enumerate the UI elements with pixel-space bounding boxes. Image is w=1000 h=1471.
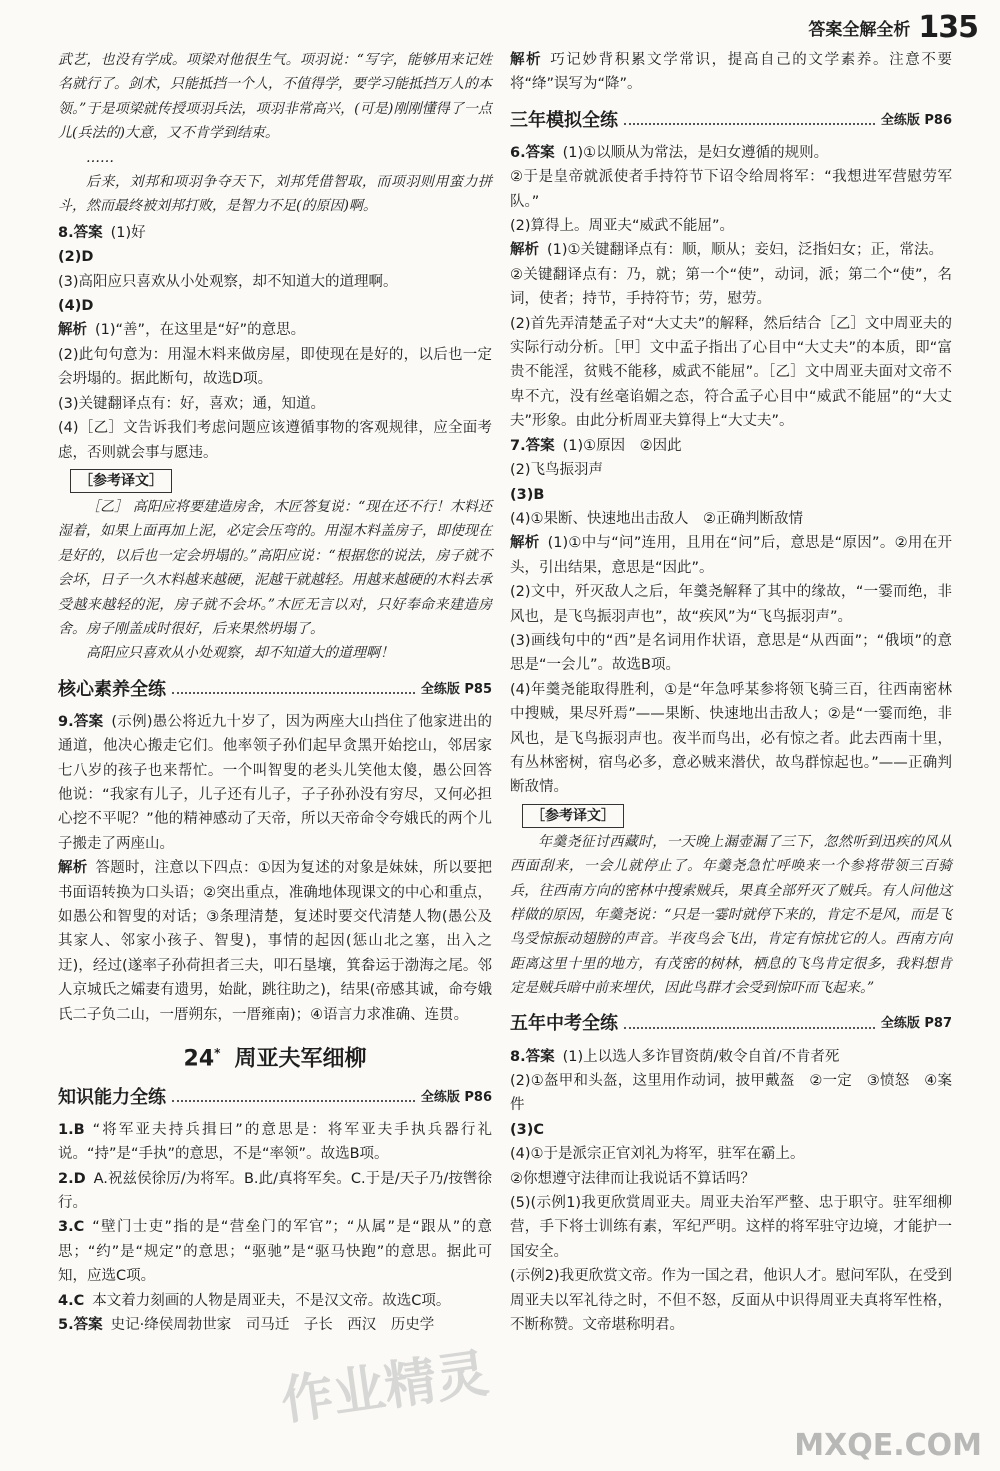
analysis-text: 答题时，注意以下四点：①因为复述的对象是妹妹，所以要把书面语转换为口头语；②突出重点，准确地体现课文的中心和重点，如愚公和智叟的对话；③条理清楚，复述时要交代清楚人物(愚公及其家人、邻家小孩子、智叟)，事情的起因(惩山北之塞，出入之迂)，经过(遂率子孙荷担者三夫，叩石垦壤，箕畚运于渤海之尾。邻人京城氏之孀妻有遗男，始龀，跳往助之)，结果(帝感其诚，命夸娥氏二子负二山，一厝朔东，一厝雍南)；④语言力求准确、连贯。	[58, 860, 492, 1023]
left-column	[58, 48, 492, 1337]
watermark-center: 作业精灵	[277, 1343, 492, 1433]
answer-label: 8.答案	[58, 224, 103, 241]
section-page-ref: 全练版 P87	[880, 1016, 952, 1032]
section-five-year	[510, 1011, 952, 1039]
analysis-text: 巧记妙背积累文学常识，提高自己的文学素养。注意不要将“绛”误写为“降”。	[510, 52, 953, 93]
answer-line: (1)①以顺从为常法，是妇女遵循的规则。	[562, 144, 829, 161]
analysis-line: (1)“善”，在这里是“好”的意思。	[95, 322, 306, 339]
q9-answer	[58, 710, 492, 1027]
answer-line: (1)上以选人多诈冒资荫/敕令自首/不肯者死	[562, 1048, 840, 1065]
answer-label: 3.C	[58, 1219, 85, 1236]
analysis-line: (4)年羹尧能取得胜利，①是“年急呼某参将领飞骑三百，往西南密林中搜贼，果尽歼焉”——果断、快速地出击敌人；②是“一霎而绝，非风也，是飞鸟振羽声也。夜半而鸟出，必有惊之者。此去西南十里，有丛林密树，宿鸟必多，意必贼来潜伏，故鸟群惊起也。”——正确判断敌情。	[510, 681, 952, 796]
analysis-label: 解析	[58, 860, 88, 877]
answer-line: (3)高阳应只喜欢从小处观察，却不知道大的道理啊。	[58, 273, 398, 290]
section-title: 核心素养全练	[58, 678, 166, 700]
answer-line: (2)①盔甲和头盔，这里用作动词，披甲戴盔 ②一定 ③愤怒 ④案件	[510, 1073, 952, 1114]
lesson-title	[58, 1041, 492, 1072]
answer-label: 9.答案	[58, 713, 104, 730]
section-page-ref: 全练版 P86	[420, 1089, 492, 1105]
watermark-bottom-right: MXQE.COM	[794, 1428, 982, 1463]
analysis-label: 解析	[510, 52, 543, 68]
reference-translation: 高阳应只喜欢从小处观察，却不知道大的道理啊！	[86, 645, 394, 662]
answer-line: (4)①于是派宗正官刘礼为将军，驻军在霸上。	[510, 1146, 805, 1163]
leader-dots	[624, 1027, 875, 1029]
analysis-line: (4)［乙］文告诉我们考虑问题应该遵循事物的客观规律，应全面考虑，否则就会事与愿违。	[58, 420, 492, 461]
section-knowledge	[58, 1084, 492, 1112]
section-three-year	[510, 107, 952, 135]
reference-translation: ［乙］ 高阳应将要建造房舍，木匠答复说：“现在还不行！木料还湿着，如果上面再加上泥，必定会压弯的。用湿木料盖房子，即使现在是好的，以后也一定会坍塌的。”高阳应说：“根据您的说法，房子就不会坏，日子一久木料越来越硬，泥越干就越轻。用越来越硬的木料去承受越来越轻的泥，房子就不会坏。”木匠无言以对，只好奉命来建造房舍。房子刚盖成时很好，后来果然坍塌了。	[58, 498, 492, 637]
analysis-line: (3)关键翻译点有：好，喜欢；通，知道。	[58, 395, 326, 412]
answer-text: “将军亚夫持兵揖曰”的意思是：将军亚夫手执兵器行礼说。“持”是“手执”的意思，不是“率领”。故选B项。	[58, 1121, 492, 1163]
header-title: 答案全解全析	[808, 20, 911, 40]
answer-line: (示例2)我更欣赏文帝。作为一国之君，他识人才。慰问军队，在受到周亚夫以军礼待之时，不但不怒，反面从中识得周亚夫真将军性格，不断称赞。文帝堪称明君。	[510, 1268, 952, 1334]
page-header	[808, 10, 978, 45]
lesson-star: *	[214, 1046, 221, 1061]
section-page-ref: 全练版 P86	[880, 112, 952, 128]
ellipsis: ……	[86, 149, 114, 166]
q6-answer	[510, 141, 952, 434]
analysis-label: 解析	[510, 535, 540, 552]
answer-line: (3)B	[510, 486, 545, 503]
lesson-name: 周亚夫军细柳	[234, 1046, 367, 1072]
section-page-ref: 全练版 P85	[420, 681, 492, 697]
answer-label: 5.答案	[58, 1317, 103, 1334]
answer-line: (1)好	[110, 224, 146, 241]
reference-translation-label: ［参考译文］	[70, 469, 172, 493]
translation-para: 武艺，也没有学成。项梁对他很生气。项羽说：“写字，能够用来记姓名就行了。剑术，只能抵挡一个人，不值得学，要学习能抵挡万人的本领。”于是项梁就传授项羽兵法，项羽非常高兴，(可是)刚刚懂得了一点儿(兵法的)大意，又不肯学到结束。	[58, 52, 492, 142]
q8-answer	[58, 221, 492, 666]
section-title: 五年中考全练	[510, 1013, 618, 1035]
right-column	[510, 48, 952, 1338]
answer-line: ②于是皇帝就派使者手持符节下诏令给周将军：“我想进军营慰劳军队。”	[510, 169, 952, 210]
answer-label: 7.答案	[510, 437, 555, 454]
analysis-line: (1)①中与“问”连用，且用在“问”后，意思是“原因”。②用在开头，引出结果，意思是“因此”。	[510, 535, 953, 576]
analysis-line: (2)此句句意为：用湿木料来做房屋，即使现在是好的，以后也一定会坍塌的。据此断句，故选D项。	[58, 346, 492, 388]
leader-dots	[172, 1100, 415, 1102]
analysis-line: (2)首先弄清楚孟子对“大丈夫”的解释，然后结合［乙］文中周亚夫的实际行动分析。［甲］文中孟子指出了心目中“大丈夫”的本质，即“富贵不能淫，贫贱不能移，威武不能屈”。［乙］文中周亚夫面对文帝不卑不亢，没有丝毫谄媚之态，符合孟子心目中“威武不能屈”的“大丈夫”形象。由此分析周亚夫算得上“大丈夫”。	[510, 315, 952, 430]
reference-translation-label: ［参考译文］	[522, 804, 624, 828]
leader-dots	[172, 692, 415, 694]
analysis-label: 解析	[58, 322, 87, 339]
answer-line: (4)D	[58, 298, 94, 315]
answer-label: 4.C	[58, 1292, 85, 1309]
page-number: 135	[918, 10, 978, 45]
answer-text: 本文着力刻画的人物是周亚夫，不是汉文帝。故选C项。	[92, 1292, 451, 1309]
leader-dots	[624, 123, 875, 125]
answer-text: (示例)愚公将近九十岁了，因为两座大山挡住了他家进出的通道，他决心搬走它们。他率领子孙们起早贪黑开始挖山，邻居家七八岁的孩子也来帮忙。一个叫智叟的老头儿笑他太傻，愚公回答他说：“我家有儿子，儿子还有儿子，子子孙孙没有穷尽，又何必担心挖不平呢？”他的精神感动了天帝，所以天帝命令夸娥氏的两个儿子搬走了两座山。	[58, 713, 492, 852]
section-title: 三年模拟全练	[510, 109, 618, 131]
analysis-line: ②关键翻译点有：乃，就；第一个“使”，动词，派；第二个“使”，名词，使者；持节，手持符节；劳，慰劳。	[510, 266, 952, 308]
answer-label: 8.答案	[510, 1048, 555, 1065]
answer-text: A.祝兹侯徐厉/为将军。B.此/真将军矣。C.于是/天子乃/按辔徐行。	[58, 1170, 492, 1211]
analysis-line: (1)①关键翻译点有：顺，顺从；妾妇，泛指妇女；正，常法。	[547, 242, 944, 259]
analysis-line: (2)文中，歼灭敌人之后，年羹尧解释了其中的缘故，“一霎而绝，非风也，是飞鸟振羽声也”，故“疾风”为“飞鸟振羽声”。	[510, 584, 952, 625]
reference-translation: 年羹尧征讨西藏时，一天晚上漏壶漏了三下，忽然听到迅疾的风从西面刮来，一会儿就停止了。年羹尧急忙呼唤来一个参将带领三百骑兵，往西南方向的密林中搜索贼兵，果真全部歼灭了贼兵。有人问他这样做的原因，年羹尧说：“只是一霎时就停下来的，肯定不是风，而是飞鸟受惊振动翅膀的声音。半夜鸟会飞出，肯定有惊扰它的人。西南方向距离这里十里的地方，有茂密的树林，栖息的飞鸟肯定很多，我料想肯定是贼兵暗中前来埋伏，因此鸟群才会受到惊吓而飞起来。”	[510, 833, 952, 997]
answer-label: 6.答案	[510, 144, 555, 161]
answer-line: ②你想遵守法律而让我说话不算话吗？	[510, 1170, 755, 1187]
answer-line: (2)算得上。周亚夫“威武不能屈”。	[510, 218, 735, 235]
answer-line: (4)①果断、快速地出击敌人 ②正确判断敌情	[510, 510, 804, 527]
analysis-line: (3)画线句中的“西”是名词用作状语，意思是“从西面”；“俄顷”的意思是“一会儿”。故选B项。	[510, 632, 952, 674]
section-title: 知识能力全练	[58, 1086, 166, 1108]
answer-line: (1)①原因 ②因此	[562, 437, 682, 454]
q8b-answer	[510, 1045, 952, 1338]
answer-line: (3)C	[510, 1121, 544, 1138]
answer-text: “壁门士吏”指的是“营垒门的军官”；“从属”是“跟从”的意思；“约”是“规定”的意思；“驱驰”是“驱马快跑”的意思。据此可知，应选C项。	[58, 1219, 492, 1285]
translation-para: 后来，刘邦和项羽争夺天下，刘邦凭借智取，而项羽则用蛮力拼斗，然而最终被刘邦打败，是智力不足(的原因)啊。	[58, 174, 492, 215]
section-core-literacy	[58, 676, 492, 704]
answer-label: 2.D	[58, 1170, 86, 1187]
answer-line: (5)(示例1)我更欣赏周亚夫。周亚夫治军严整、忠于职守。驻军细柳营，手下将士训练有素，军纪严明。这样的将军驻守边境，才能护一国安全。	[510, 1195, 952, 1260]
analysis-label: 解析	[510, 242, 539, 259]
answer-text: 史记·绛侯周勃世家 司马迁 子长 西汉 历史学	[110, 1317, 435, 1334]
answer-list	[58, 1118, 492, 1338]
lesson-number: 24	[183, 1046, 215, 1072]
answer-line: (2)飞鸟振羽声	[510, 462, 604, 479]
answer-label: 1.B	[58, 1121, 85, 1138]
q7-answer	[510, 434, 952, 1001]
answer-line: (2)D	[58, 249, 94, 266]
